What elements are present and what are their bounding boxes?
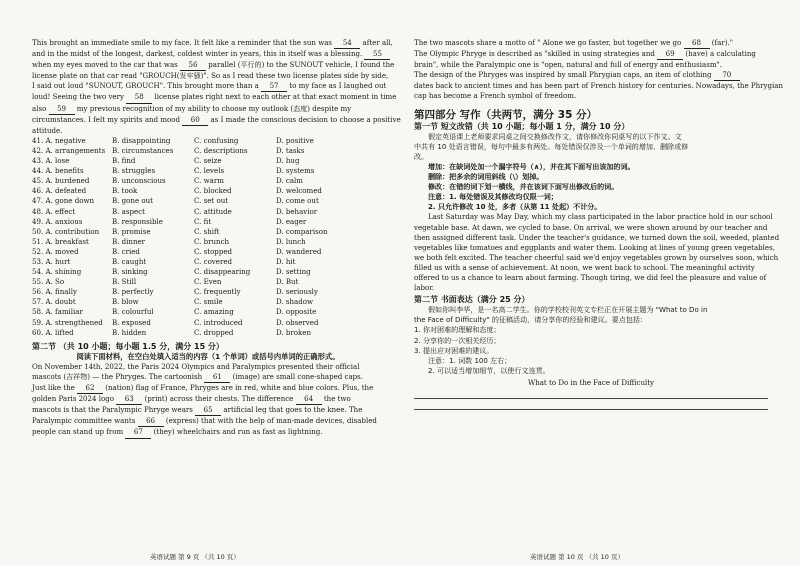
option-choice[interactable]: 58. A. familiar (32, 307, 83, 317)
option-choice[interactable]: D. behavior (276, 206, 318, 216)
answer-blank[interactable]: 68 (684, 38, 710, 49)
right-page (414, 38, 784, 565)
option-choice[interactable]: D. eager (276, 216, 307, 226)
rule-line: 增加：在缺词处加一个漏字符号（∧），并在其下面写出该加的词。 (428, 161, 635, 171)
option-choice[interactable]: C. shift (194, 226, 220, 236)
grammar-line: dates back to ancient times and has been part of French history for centuries. Nowadays, the Phrygian (414, 81, 784, 91)
passage-line: I said out loud "SUNOUT, GROUCH". This brought more than a 57 to my face as I laughed out (32, 81, 384, 92)
grammar-line: cap has become a French symbol of freedom. (414, 91, 577, 101)
option-choice[interactable]: C. set out (194, 196, 229, 206)
point-line: 3. 提出应对困难的建议。 (414, 345, 494, 355)
answer-blank[interactable]: 61 (204, 372, 230, 383)
option-row (32, 328, 384, 338)
answer-blank[interactable]: 57 (261, 81, 287, 92)
option-choice[interactable]: D. tasks (276, 145, 305, 155)
intro-line: 改。 (414, 151, 429, 161)
option-row (32, 146, 384, 156)
option-choice[interactable]: D. But (276, 277, 299, 287)
option-choice[interactable]: 50. A. contribution (32, 226, 100, 236)
part4-title: 第四部分 写作（共两节，满分 35 分） (414, 108, 598, 121)
answer-blank[interactable]: 56 (180, 60, 206, 71)
option-choice[interactable]: 56. A. finally (32, 287, 77, 297)
answer-blank[interactable]: 58 (126, 92, 152, 103)
option-choice[interactable]: 43. A. lose (32, 156, 70, 166)
answer-blank[interactable]: 65 (195, 405, 221, 416)
option-choice[interactable]: B. struggles (112, 166, 156, 176)
grammar-line: golden Paris 2024 logo 63 (print) across their chests. The difference 64 the two (32, 394, 384, 405)
passage-line: and in the midst of the longest, darkest, coldest winter in years, this in itself was a blessing. 55 (32, 49, 384, 60)
option-choice[interactable]: 55. A. So (32, 277, 65, 287)
option-choice[interactable]: C. smile (194, 297, 223, 307)
note-line: 2. 可以适当增加细节，以使行文连贯。 (428, 365, 550, 375)
option-choice[interactable]: D. welcomed (276, 186, 322, 196)
option-choice[interactable]: C. descriptions (194, 145, 248, 155)
option-row (32, 196, 384, 206)
cloze-passage (32, 38, 401, 136)
option-choice[interactable]: 53. A. hurt (32, 256, 71, 266)
option-choice[interactable]: C. seize (194, 156, 222, 166)
option-choice[interactable]: C. levels (194, 166, 225, 176)
option-choice[interactable]: D. wandered (276, 246, 322, 256)
grammar-line: brain", while the Paralympic one is "open, natural and full of energy and enthusiasm". (414, 60, 723, 70)
option-choice[interactable]: C. amazing (194, 307, 234, 317)
option-choice[interactable]: B. circumstances (112, 145, 174, 155)
option-choice[interactable]: C. introduced (194, 317, 243, 327)
part4-section2-intro (414, 305, 768, 325)
option-choice[interactable]: B. Still (112, 277, 137, 287)
answer-blank[interactable]: 54 (334, 38, 360, 49)
correction-line: offered to us a chance to learn about farming. Though tiring, we did feel the pleasure and value of (414, 272, 767, 282)
option-choice[interactable]: C. fit (194, 216, 212, 226)
option-row (32, 247, 384, 257)
point-line: 2. 分享你的一次相关经历； (414, 335, 501, 345)
part4-section1-intro (414, 132, 768, 162)
writing-line (414, 388, 768, 399)
option-row (32, 297, 384, 307)
passage-line: This brought an immediate smile to my face. It felt like a reminder that the sun was 54 after all, (32, 38, 384, 49)
option-row (32, 176, 384, 186)
passage-line: loud! Seeing the two very 58 license plates right next to each other at that exact moment in time (32, 92, 384, 103)
correction-line: filled us with a sense of achievement. At noon, we went back to school. The meaningful activity (414, 262, 755, 272)
passage-line: circumstances. I felt my spirits and mood 60 as I made the conscious decision to choose a positive (32, 115, 384, 126)
grammar-line: mascots (吉祥物) — the Phryges. The cartoonish 61 (image) are small cone-shaped caps. (32, 372, 384, 383)
option-choice[interactable]: B. hidden (112, 327, 147, 337)
option-choice[interactable]: 48. A. effect (32, 206, 76, 216)
answer-blank[interactable]: 66 (138, 416, 164, 427)
answer-blank[interactable]: 63 (116, 394, 142, 405)
option-choice[interactable]: B. disappointing (112, 135, 171, 145)
rule-line: 删除：把多余的词用斜线（\）划掉。 (428, 172, 544, 182)
grammar-line: The Olympic Phryge is described as "skilled in using strategies and 69 (have) a calculating (414, 49, 768, 60)
correction-passage (414, 212, 780, 293)
option-choice[interactable]: 47. A. gone down (32, 196, 95, 206)
option-choice[interactable]: C. brunch (194, 236, 230, 246)
correction-line: vegetable base. At dawn, we cycled to base. On arrival, we were shown around by our teacher and (414, 222, 768, 232)
option-choice[interactable]: 44. A. benefits (32, 166, 84, 176)
answer-blank[interactable]: 62 (77, 383, 103, 394)
option-choice[interactable]: C. confusing (194, 135, 239, 145)
option-choice[interactable]: B. promise (112, 226, 151, 236)
option-row (32, 318, 384, 328)
section2-title: 第二节 （共 10 小题；每小题 1.5 分，满分 15 分） (32, 341, 224, 351)
option-row (32, 277, 384, 287)
correction-line: then assigned different task. Under the teacher's guidance, we turned down the soil, weeded, planted (414, 232, 780, 242)
option-choice[interactable]: D. seriously (276, 287, 318, 297)
part4-section2-notes (414, 356, 768, 376)
grammar-passage-continued (414, 38, 784, 102)
correction-line: Last Saturday was May Day, which my class participated in the labor practice hold in our school (428, 212, 773, 222)
part4-rules (414, 162, 768, 212)
option-choice[interactable]: C. warm (194, 176, 224, 186)
option-choice[interactable]: D. shadow (276, 297, 314, 307)
option-choice[interactable]: 52. A. moved (32, 246, 79, 256)
option-choice[interactable]: 54. A. shining (32, 267, 82, 277)
rule-line: 2. 只允许修改 10 处，多者（从第 11 处起）不计分。 (428, 202, 602, 212)
grammar-line: On November 14th, 2022, the Paris 2024 Olympics and Paralympics presented their official (32, 361, 360, 371)
intro-line: the Face of Difficulty" 的征稿活动，请分享你的经验和建议。要点包括： (414, 315, 647, 325)
passage-line: attitude. (32, 125, 63, 135)
point-line: 1. 你对困难的理解和态度； (414, 325, 501, 335)
option-choice[interactable]: 51. A. breakfast (32, 236, 89, 246)
option-choice[interactable]: C. covered (194, 256, 233, 266)
option-choice[interactable]: 45. A. burdened (32, 176, 90, 186)
option-choice[interactable]: C. attitude (194, 206, 232, 216)
correction-line: labor. (414, 283, 435, 293)
part4-section2-title: 第二节 书面表达（满分 25 分） (414, 295, 530, 305)
option-choice[interactable]: 42. A. arrangements (32, 145, 106, 155)
answer-blank[interactable]: 67 (125, 427, 151, 438)
option-row (32, 136, 384, 146)
grammar-line: The design of the Phryges was inspired by small Phrygian caps, an item of clothing 70 (414, 70, 768, 81)
left-footer: 英语试题 第 9 页 （共 10 页） (150, 553, 240, 561)
section2-instruction: 阅读下面材料，在空白处填入适当的内容（1 个单词）或括号内单词的正确形式。 (76, 351, 340, 361)
grammar-line: people can stand up from 67 (they) wheelchairs and run as fast as lightning. (32, 427, 384, 438)
answer-blank[interactable]: 64 (296, 394, 322, 405)
option-choice[interactable]: B. gone out (112, 196, 153, 206)
option-row (32, 156, 384, 166)
option-row (32, 307, 384, 317)
option-choice[interactable]: B. responsible (112, 216, 163, 226)
answer-blank[interactable]: 55 (364, 49, 390, 60)
option-choice[interactable]: 41. A. negative (32, 135, 86, 145)
option-row (32, 287, 384, 297)
intro-line: 假如你叫李华，是一名高二学生。你的学校校刊英文专栏正在开展主题为 "What to Do in (428, 305, 708, 315)
option-choice[interactable]: C. disappearing (194, 267, 251, 277)
option-choice[interactable]: B. colourful (112, 307, 154, 317)
option-row (32, 217, 384, 227)
option-choice[interactable]: D. come out (276, 196, 319, 206)
option-choice[interactable]: B. unconscious (112, 176, 166, 186)
option-choice[interactable]: B. caught (112, 256, 147, 266)
option-choice[interactable]: D. comparison (276, 226, 328, 236)
option-choice[interactable]: D. setting (276, 267, 311, 277)
option-choice[interactable]: B. aspect (112, 206, 145, 216)
left-page (32, 38, 401, 565)
option-choice[interactable]: 49. A. anxious (32, 216, 83, 226)
option-choice[interactable]: D. opposite (276, 307, 317, 317)
essay-title: What to Do in the Face of Difficulty (527, 377, 655, 387)
answer-blank[interactable]: 70 (714, 70, 740, 81)
option-choice[interactable]: B. cried (112, 246, 140, 256)
correction-line: vegetables like tomatoes and eggplants and water them. Looking at lines of young green vegetables, (414, 242, 775, 252)
option-choice[interactable]: B. perfectly (112, 287, 154, 297)
writing-line (414, 399, 768, 410)
part4-section1-title: 第一节 短文改错（共 10 小题；每小题 1 分，满分 10 分） (414, 121, 630, 131)
option-choice[interactable]: C. Even (194, 277, 222, 287)
option-choice[interactable]: D. observed (276, 317, 319, 327)
answer-blank[interactable]: 59 (49, 104, 75, 115)
option-row (32, 166, 384, 176)
intro-line: 假定英语课上老师要求同桌之间交换修改作文，请你修改你同桌写的以下作文。文 (428, 131, 682, 141)
option-choice[interactable]: B. find (112, 156, 136, 166)
part4-section2-points (414, 325, 768, 355)
option-choice[interactable]: D. hit (276, 256, 296, 266)
passage-line: license plate on that car read "GROUCH(发牢骚)". So as I read these two license plates side by side, (32, 71, 389, 81)
rule-line: 修改：在错的词下划一横线，并在该词下面写出修改后的词。 (428, 182, 619, 192)
note-line: 注意：1. 词数 100 左右； (428, 355, 512, 365)
option-choice[interactable]: B. exposed (112, 317, 151, 327)
option-choice[interactable]: B. took (112, 186, 138, 196)
answer-blank[interactable]: 69 (657, 49, 683, 60)
option-row (32, 207, 384, 217)
option-row (32, 267, 384, 277)
grammar-passage (32, 362, 384, 439)
option-choice[interactable]: B. sinking (112, 267, 148, 277)
option-choice[interactable]: C. stopped (194, 246, 233, 256)
passage-line: when my eyes moved to the car that was 56 parallel (平行的) to the SUNOUT vehicle, I found the (32, 60, 384, 71)
cloze-options (32, 136, 384, 338)
passage-line: also 59 my previous recognition of my ability to choose my outlook (态度) despite my (32, 104, 384, 115)
option-choice[interactable]: B. blow (112, 297, 139, 307)
option-choice[interactable]: 57. A. doubt (32, 297, 76, 307)
option-choice[interactable]: D. positive (276, 135, 314, 145)
option-choice[interactable]: 46. A. defeated (32, 186, 87, 196)
option-row (32, 257, 384, 267)
option-choice[interactable]: D. broken (276, 327, 311, 337)
grammar-line: mascots is that the Paralympic Phryge wears 65 artificial leg that goes to the knee. The (32, 405, 384, 416)
option-choice[interactable]: D. systems (276, 166, 315, 176)
right-footer: 英语试题 第 10 页 （共 10 页） (530, 553, 624, 561)
option-choice[interactable]: D. lunch (276, 236, 306, 246)
intro-line: 中共有 10 处语言错误，每句中最多有两处。每处错误仅涉及一个单词的增加、删除或修 (414, 141, 689, 151)
option-choice[interactable]: C. blocked (194, 186, 232, 196)
grammar-line: Just like the 62 (nation) flag of France, Phryges are in red, white and blue colors. Plus, the (32, 383, 384, 394)
option-choice[interactable]: D. calm (276, 176, 303, 186)
rule-line: 注意：1. 每处错误及其修改均仅限一词； (428, 192, 558, 202)
option-choice[interactable]: C. frequently (194, 287, 241, 297)
option-row (32, 227, 384, 237)
answer-blank[interactable]: 60 (182, 115, 208, 126)
option-choice[interactable]: B. dinner (112, 236, 146, 246)
option-choice[interactable]: 60. A. lifted (32, 327, 74, 337)
correction-line: we both felt excited. The teacher cheerful said we'd enjoy vegetables grown by ourselves soon, which (414, 252, 779, 262)
option-row (32, 237, 384, 247)
grammar-line: Paralympic committee wants 66 (express) that with the help of man-made devices, disabled (32, 416, 384, 427)
grammar-line: The two mascots share a motto of " Alone we go faster, but together we go 68 (far)." (414, 38, 768, 49)
option-choice[interactable]: 59. A. strengthened (32, 317, 103, 327)
option-choice[interactable]: C. dropped (194, 327, 234, 337)
option-row (32, 186, 384, 196)
option-choice[interactable]: D. hug (276, 156, 300, 166)
